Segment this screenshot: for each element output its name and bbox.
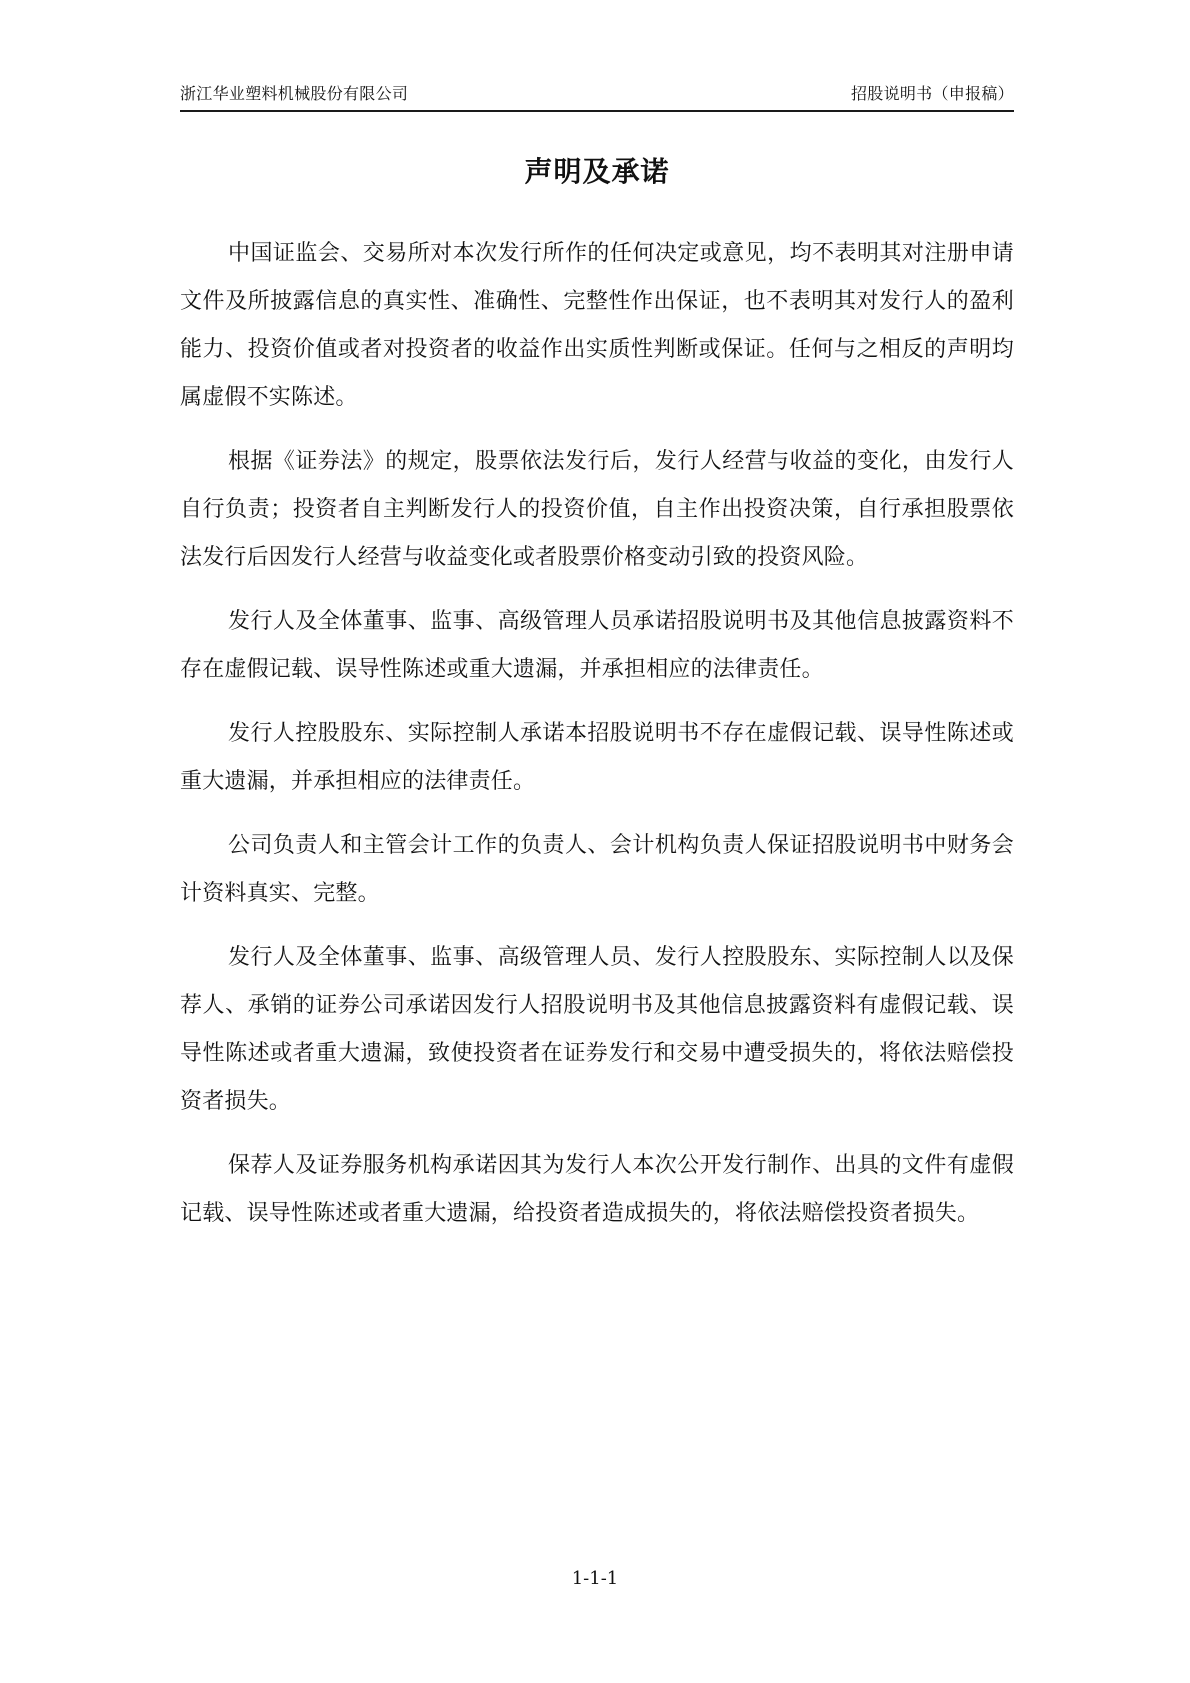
paragraph-sponsor-commitment: 保荐人及证券服务机构承诺因其为发行人本次公开发行制作、出具的文件有虚假记载、误导性陈述或者重大遗漏，给投资者造成损失的，将依法赔偿投资者损失。 — [180, 1153, 1014, 1226]
page-title: 声明及承诺 — [524, 155, 670, 188]
paragraph-controller-commitment: 发行人控股股东、实际控制人承诺本招股说明书不存在虚假记载、误导性陈述或重大遗漏，并承担相应的法律责任。 — [180, 721, 1014, 794]
header-document-type: 招股说明书（申报稿） — [850, 84, 1014, 103]
page-number: 1-1-1 — [571, 1568, 619, 1589]
header-company-name: 浙江华业塑料机械股份有限公司 — [180, 84, 409, 103]
paragraph-securities-law: 根据《证券法》的规定，股票依法发行后，发行人经营与收益的变化，由发行人自行负责；投资者自主判断发行人的投资价值，自主作出投资决策，自行承担股票依法发行后因发行人经营与收益变化或者股票价格变动引致的投资风险。 — [180, 449, 1014, 570]
paragraph-regulator-disclaimer: 中国证监会、交易所对本次发行所作的任何决定或意见，均不表明其对注册申请文件及所披露信息的真实性、准确性、完整性作出保证，也不表明其对发行人的盈利能力、投资价值或者对投资者的收益作出实质性判断或保证。任何与之相反的声明均属虚假不实陈述。 — [180, 241, 1014, 410]
statement-body — [180, 230, 1014, 1254]
paragraph-issuer-commitment: 发行人及全体董事、监事、高级管理人员承诺招股说明书及其他信息披露资料不存在虚假记载、误导性陈述或重大遗漏，并承担相应的法律责任。 — [180, 609, 1014, 682]
page-header — [180, 82, 1014, 112]
paragraph-financial-assurance: 公司负责人和主管会计工作的负责人、会计机构负责人保证招股说明书中财务会计资料真实、完整。 — [180, 833, 1014, 906]
paragraph-compensation-commitment: 发行人及全体董事、监事、高级管理人员、发行人控股股东、实际控制人以及保荐人、承销的证券公司承诺因发行人招股说明书及其他信息披露资料有虚假记载、误导性陈述或者重大遗漏，致使投资者在证券发行和交易中遭受损失的，将依法赔偿投资者损失。 — [180, 945, 1014, 1114]
